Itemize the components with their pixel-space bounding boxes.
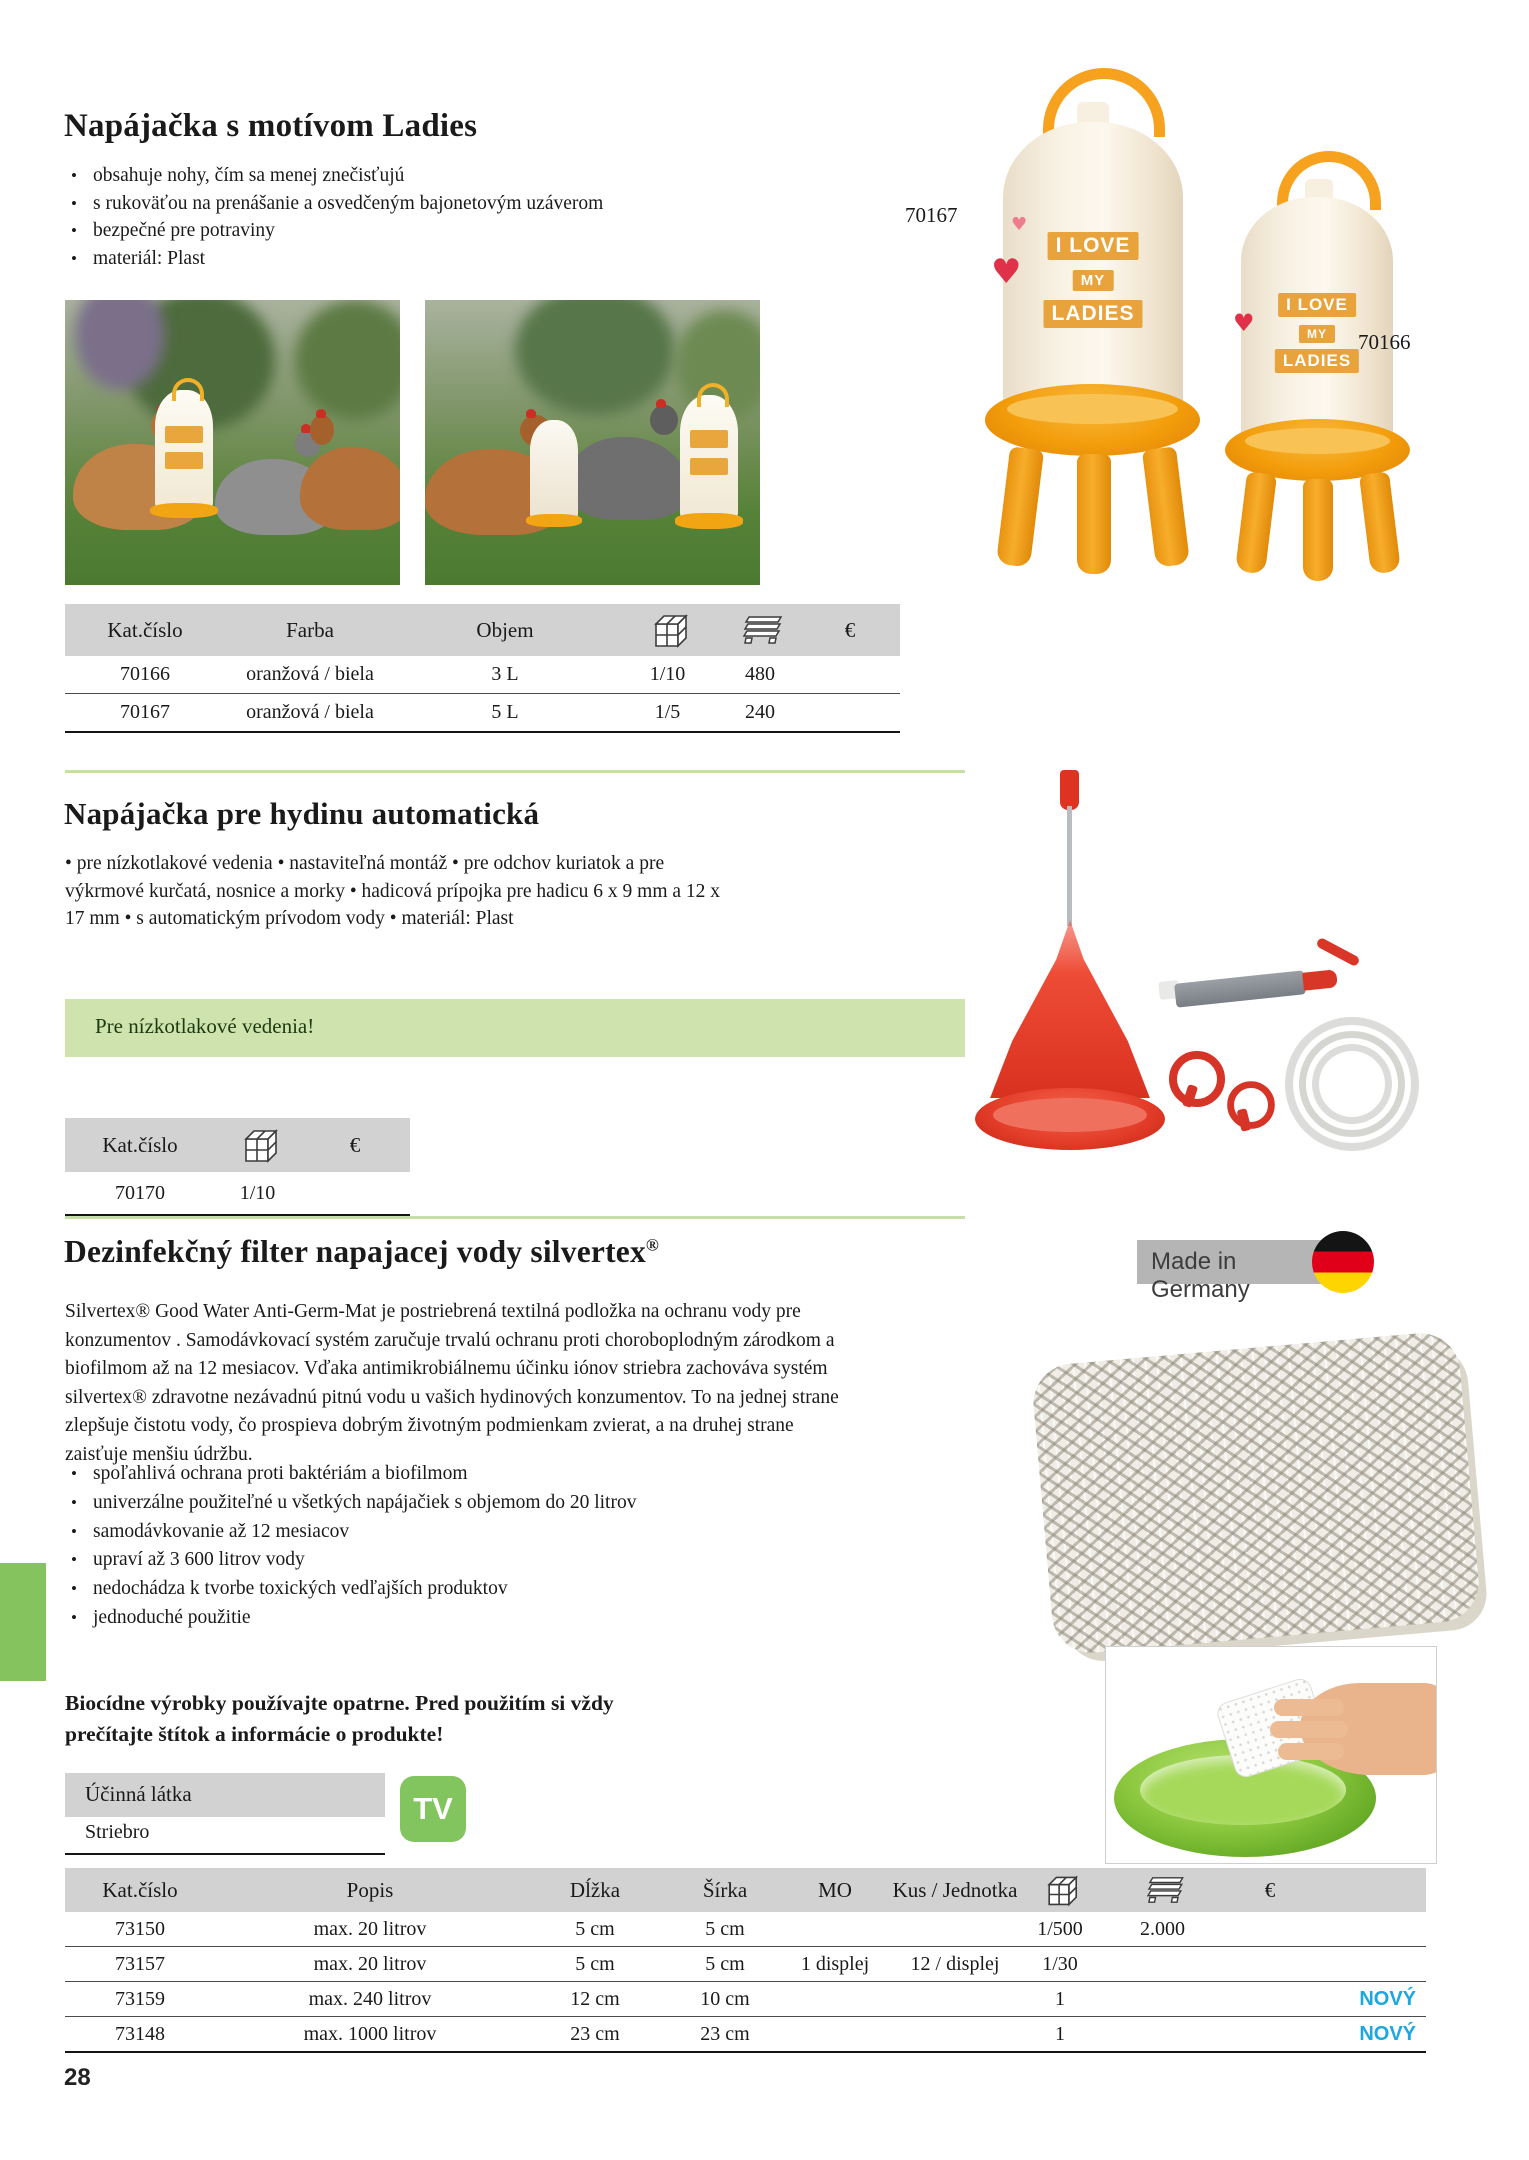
table-row [65, 656, 900, 694]
cell-popis: max. 240 litrov [215, 1982, 525, 2017]
col-farba: Farba [225, 604, 395, 656]
page-edge-tab [0, 1563, 46, 1681]
drinker-leg [1303, 479, 1333, 581]
cell-kat: 73148 [65, 2017, 215, 2053]
drinker-print-line: MY [1073, 270, 1114, 291]
product-photo-silvertex-mat [1030, 1330, 1482, 1656]
carton-cube-icon [215, 1118, 300, 1172]
table-header-row [65, 1118, 410, 1172]
automatic-drinker-price-table [65, 1118, 410, 1216]
new-product-badge: NOVÝ [1310, 2017, 1426, 2053]
drinker-print-line: I LOVE [1278, 293, 1356, 317]
feature-item: • obsahuje nohy, čím sa menej znečisťujú [67, 162, 687, 190]
cell-badge [1310, 1912, 1426, 1947]
cell-sirka: 5 cm [665, 1912, 785, 1947]
feeder-base [150, 503, 217, 519]
feeder-base [675, 513, 742, 529]
mount-clip [1227, 1081, 1275, 1129]
drinker-bowl-inner [993, 1098, 1147, 1132]
comb-shape [656, 399, 666, 408]
connector-tip [1302, 969, 1338, 990]
product-code-label: 70167 [905, 203, 958, 227]
section2-title: Napájačka pre hydinu automatická [64, 796, 540, 831]
feature-item: • upraví až 3 600 litrov vody [67, 1546, 767, 1575]
feature-item: • materiál: Plast [67, 245, 687, 273]
feeder-in-photo [155, 390, 213, 510]
col-kat-cislo: Kat.číslo [65, 1118, 215, 1172]
cell-dlzka: 12 cm [525, 1982, 665, 2017]
heart-icon: ♥ [1233, 309, 1255, 337]
tv-badge: TV [400, 1776, 466, 1842]
cell-sirka: 23 cm [665, 2017, 785, 2053]
finger-shape [1278, 1743, 1344, 1760]
feeder-print [690, 458, 727, 476]
chicken-photo-left [65, 300, 400, 585]
silvertex-price-table [65, 1868, 1426, 2053]
cell-karton: 1/500 [1025, 1912, 1095, 1947]
col-eur: € [800, 604, 900, 656]
feeder-handle [172, 378, 203, 401]
cell-kat: 73159 [65, 1982, 215, 2017]
cell-kus [885, 1982, 1025, 2017]
drip-nozzle [1060, 770, 1079, 810]
drinker-print-line: I LOVE [1048, 232, 1139, 260]
cell-objem: 3 L [395, 656, 615, 694]
col-objem: Objem [395, 604, 615, 656]
cell-kat: 70167 [65, 694, 225, 733]
drinker-leg [1235, 472, 1277, 575]
application-photo-frame [1105, 1646, 1437, 1864]
cell-sirka: 5 cm [665, 1947, 785, 1982]
cell-eur [800, 694, 900, 733]
drinker-5l [985, 62, 1200, 572]
feeder-in-photo [680, 395, 738, 520]
finger-shape [1270, 1721, 1348, 1738]
cell-kus [885, 1912, 1025, 1947]
cell-popis: max. 1000 litrov [215, 2017, 525, 2053]
page-number: 28 [64, 2064, 91, 2091]
bush-shape [295, 300, 400, 420]
cell-eur [300, 1172, 410, 1215]
new-product-badge: NOVÝ [1310, 1982, 1426, 2017]
active-ingredient-value: Striebro [85, 1821, 150, 1843]
drinker-bell [985, 920, 1155, 1098]
drinker-print-line: MY [1299, 325, 1335, 343]
section-divider [65, 770, 965, 773]
col-kat-cislo: Kat.číslo [65, 604, 225, 656]
cell-badge [1310, 1947, 1426, 1982]
feature-item: • nedochádza k tvorbe toxických vedľajších produktov [67, 1575, 767, 1604]
active-ingredient-header [65, 1773, 385, 1817]
finger-shape [1274, 1699, 1344, 1716]
cell-karton: 1/5 [615, 694, 720, 733]
feature-item: • jednoduché použitie [67, 1604, 767, 1633]
chicken-shape [565, 405, 690, 520]
active-ingredient-row [65, 1817, 385, 1855]
german-flag-icon [1312, 1231, 1374, 1293]
cell-eur [1230, 2017, 1310, 2053]
feature-item: • samodávkovanie až 12 mesiacov [67, 1518, 767, 1547]
highlight-text: Pre nízkotlakové vedenia! [95, 1014, 315, 1038]
chicken-photo-right [425, 300, 760, 585]
active-ingredient-label: Účinná látka [85, 1782, 192, 1806]
cell-mo [785, 1982, 885, 2017]
highlight-banner [65, 999, 965, 1057]
chicken-shape [300, 415, 400, 530]
table-row [65, 2017, 1426, 2053]
drinker-body [991, 122, 1183, 412]
drinker-leg [1077, 454, 1111, 574]
made-in-germany-label: Made in Germany [1151, 1248, 1250, 1303]
cell-kus [885, 2017, 1025, 2053]
cell-kat: 73150 [65, 1912, 215, 1947]
cell-farba: oranžová / biela [225, 694, 395, 733]
chicken-body [565, 437, 690, 520]
cell-karton: 1 [1025, 1982, 1095, 2017]
col-eur: € [1230, 1868, 1310, 1912]
drinker-leg [996, 446, 1044, 567]
cell-mo: 1 displej [785, 1947, 885, 1982]
table-header-row [65, 604, 900, 656]
hose-connector [1174, 970, 1306, 1007]
feeder-base [526, 514, 582, 527]
feature-item: • bezpečné pre potraviny [67, 217, 687, 245]
section3-title-text: Dezinfekčný filter napajacej vody silvertex [64, 1234, 646, 1269]
supply-pipe [1067, 806, 1072, 926]
drinker-body [1233, 197, 1393, 443]
carton-cube-icon [615, 604, 720, 656]
table-header-row [65, 1868, 1426, 1912]
pallet-icon [720, 604, 800, 656]
cell-karton: 1/30 [1025, 1947, 1095, 1982]
product-photo-accessories [1165, 955, 1425, 1165]
feeder-print [165, 426, 202, 443]
cell-eur [1230, 1947, 1310, 1982]
drinker-leg [1359, 472, 1401, 575]
col-sirka: Šírka [665, 1868, 785, 1912]
col-kus-jednotka: Kus / Jednotka [885, 1868, 1025, 1912]
pallet-icon [1095, 1868, 1230, 1912]
table-row [65, 694, 900, 733]
drinker-tray-rim [1245, 428, 1390, 454]
cell-eur [1230, 1912, 1310, 1947]
cell-paleta [1095, 2017, 1230, 2053]
cell-sirka: 10 cm [665, 1982, 785, 2017]
cell-kat: 70166 [65, 656, 225, 694]
drinker-print-line: LADIES [1043, 300, 1142, 328]
chicken-head [310, 415, 334, 445]
cell-paleta: 2.000 [1095, 1912, 1230, 1947]
section2-description: • pre nízkotlakové vedenia • nastaviteľná montáž • pre odchov kuriatok a pre výkrmové kurčatá, nosnice a morky • hadicová prípojka pre hadicu 6 x 9 mm a 12 x 17 mm • s automatickým prívodom vody • materiál: Plast [65, 853, 721, 929]
cell-popis: max. 20 litrov [215, 1912, 525, 1947]
cell-dlzka: 5 cm [525, 1912, 665, 1947]
mount-clip [1169, 1051, 1225, 1107]
heart-icon: ♥ [1011, 214, 1028, 235]
product-photo-ladies-drinkers [930, 62, 1475, 587]
carton-cube-icon [1025, 1868, 1095, 1912]
section3-paragraph: Silvertex® Good Water Anti-Germ-Mat je postriebrená textilná podložka na ochranu vody pre konzumentov . Samodávkovací systém zaručuje trvalú ochranu proti choroboplodným zárodkom a biofilmom až na 12 mesiacov. Vďaka antimikrobiálnemu účinku iónov striebra zachováva systém silvertex® zdravotne nezávadnú pitnú vodu u vašich hydinových konzumentov. To na jednej strane zlepšuje čistotu vody, čo prospieva dobrým životným podmienkam zvierat, a na druhej strane zaisťuje menšiu údržbu. [65, 1301, 839, 1465]
feeder-in-photo [530, 420, 578, 520]
table-row [65, 1982, 1426, 2017]
table-row [65, 1912, 1426, 1947]
cell-paleta: 480 [720, 656, 800, 694]
cell-kat: 73157 [65, 1947, 215, 1982]
bush-shape [515, 300, 675, 415]
table-row [65, 1947, 1426, 1982]
drinker-tray-rim [1007, 394, 1178, 424]
cell-eur [1230, 1982, 1310, 2017]
drinker-cap [1305, 179, 1333, 199]
cell-eur [800, 656, 900, 694]
cell-paleta: 240 [720, 694, 800, 733]
cell-karton: 1 [1025, 2017, 1095, 2053]
cell-dlzka: 23 cm [525, 2017, 665, 2053]
product-code-label: 70166 [1358, 330, 1411, 354]
connector-lever [1315, 937, 1360, 967]
made-in-germany-badge [1137, 1240, 1323, 1303]
feature-item: • univerzálne použiteľné u všetkých napájačiek s objemom do 20 litrov [67, 1489, 767, 1518]
ladies-price-table [65, 604, 900, 733]
col-badge [1310, 1868, 1426, 1912]
registered-mark: ® [645, 1235, 660, 1255]
cell-farba: oranžová / biela [225, 656, 395, 694]
col-kat-cislo: Kat.číslo [65, 1868, 215, 1912]
chicken-body [300, 447, 400, 530]
feature-item: • s rukoväťou na prenášanie a osvedčeným bajonetovým uzáverom [67, 190, 687, 218]
feeder-print [165, 452, 202, 469]
drinker-3l [1225, 147, 1410, 577]
table-row [65, 1172, 410, 1215]
chicken-head [650, 405, 678, 435]
cell-paleta [1095, 1982, 1230, 2017]
cell-objem: 5 L [395, 694, 615, 733]
cell-paleta [1095, 1947, 1230, 1982]
cell-karton: 1/10 [215, 1172, 300, 1215]
col-dlzka: Dĺžka [525, 1868, 665, 1912]
comb-shape [316, 409, 326, 418]
heart-icon: ♥ [991, 252, 1022, 292]
cell-mo [785, 2017, 885, 2053]
comb-shape [526, 409, 536, 418]
drinker-print-line: LADIES [1275, 349, 1359, 373]
feature-item: • spoľahlivá ochrana proti baktériám a biofilmom [67, 1460, 767, 1489]
feeder-print [690, 430, 727, 448]
section3-feature-list [67, 1460, 767, 1633]
section-divider [65, 1216, 965, 1219]
col-eur: € [300, 1118, 410, 1172]
cell-karton: 1/10 [615, 656, 720, 694]
col-popis: Popis [215, 1868, 525, 1912]
biocide-warning: Biocídne výrobky používajte opatrne. Pred použitím si vždy prečítajte štítok a informácie o produkte! [65, 1691, 614, 1746]
cell-popis: max. 20 litrov [215, 1947, 525, 1982]
cell-mo [785, 1912, 885, 1947]
section3-title [64, 1234, 659, 1270]
cell-dlzka: 5 cm [525, 1947, 665, 1982]
cell-kat: 70170 [65, 1172, 215, 1215]
tubing-coil [1285, 1017, 1419, 1151]
col-mo: MO [785, 1868, 885, 1912]
section1-title: Napájačka s motívom Ladies [64, 108, 478, 144]
product-photo-automatic-drinker [975, 770, 1165, 1165]
section1-feature-list [67, 162, 687, 272]
cell-kus: 12 / displej [885, 1947, 1025, 1982]
drinker-leg [1142, 446, 1190, 567]
